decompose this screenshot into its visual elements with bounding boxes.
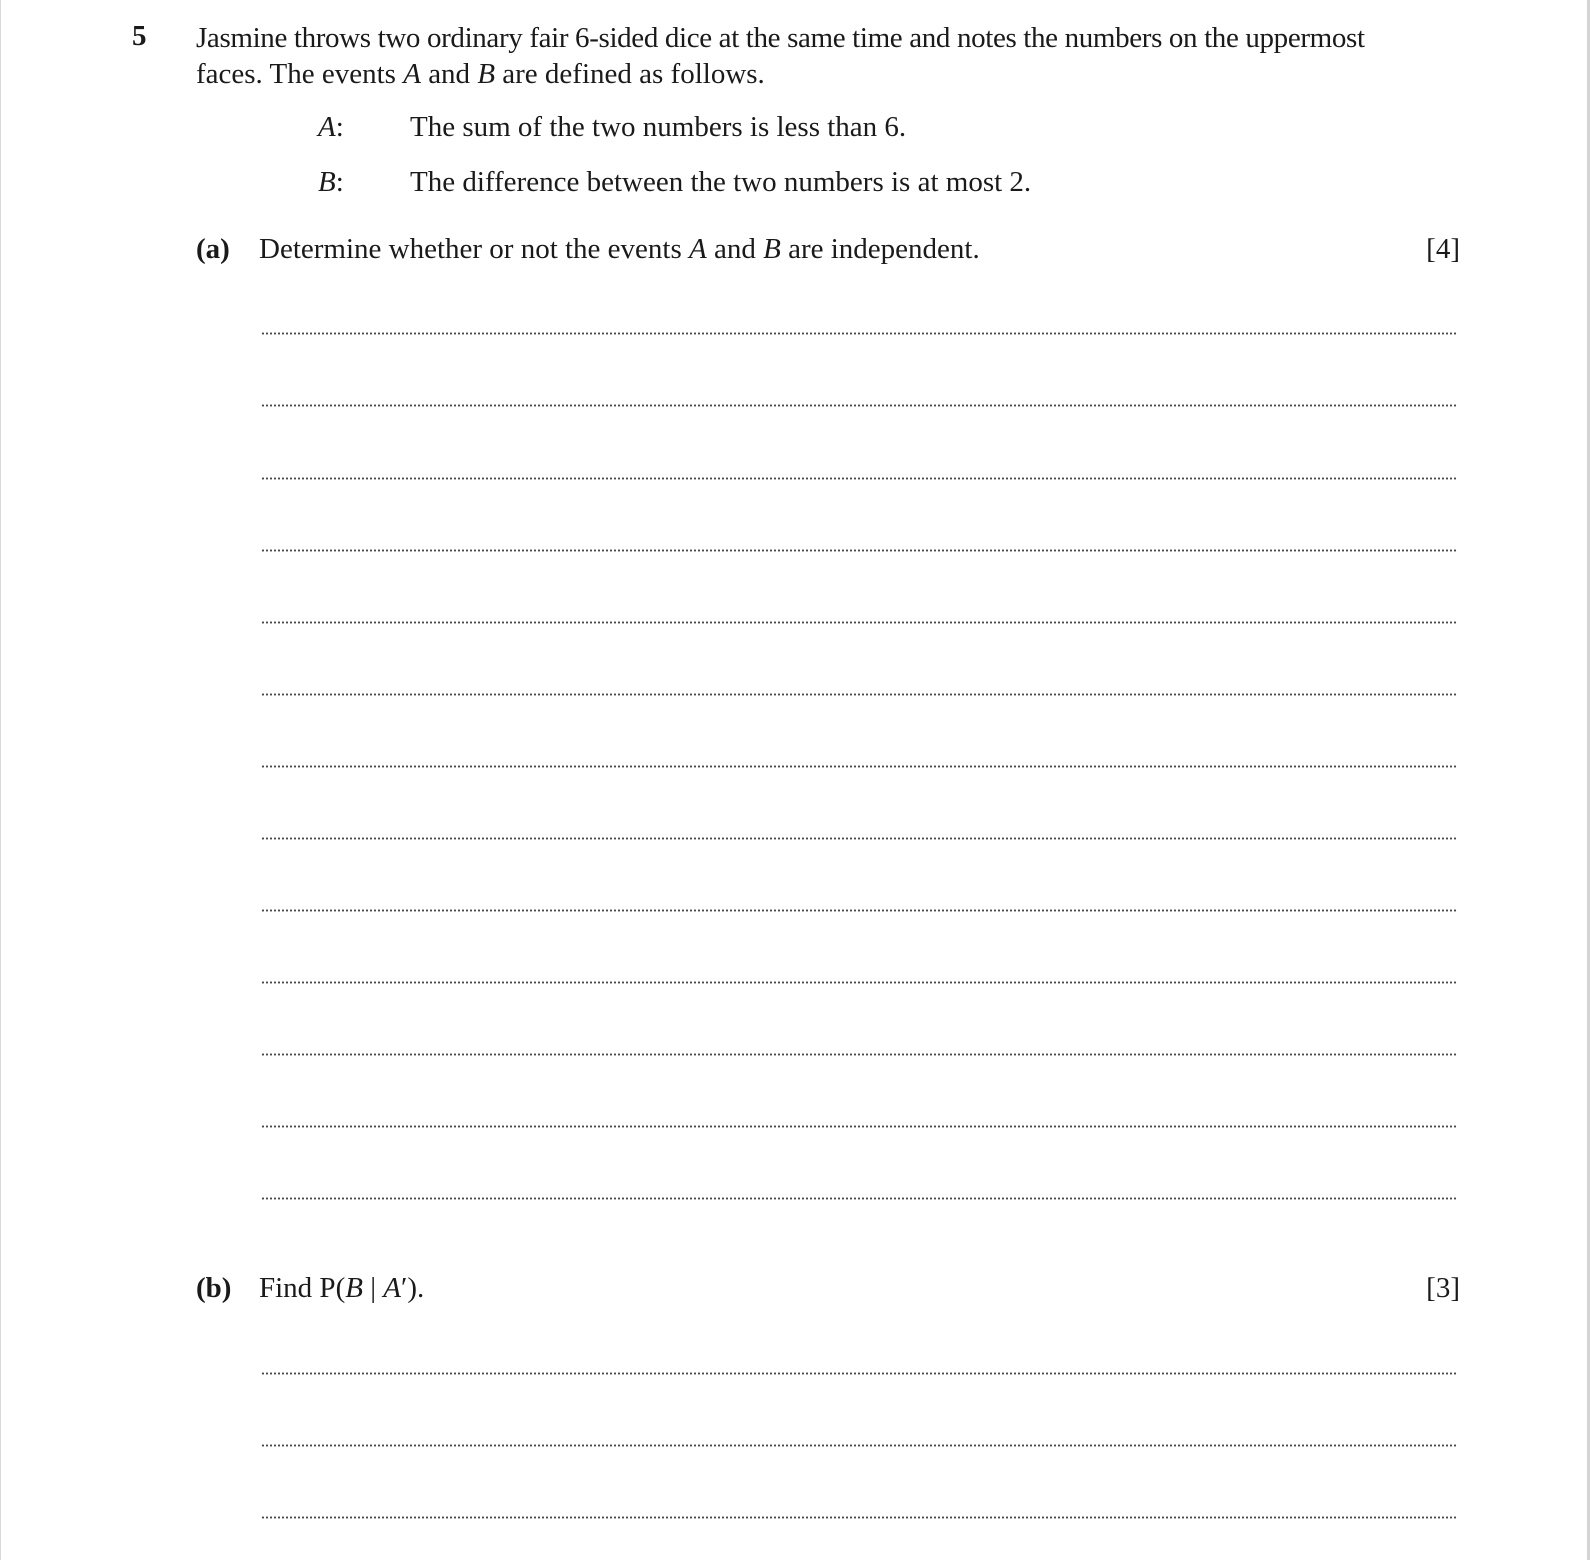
answer-line[interactable]: [261, 837, 1457, 840]
event-label: [318, 164, 344, 200]
stem-text: are defined as follows.: [495, 58, 765, 90]
part-b-label: (b): [196, 1272, 232, 1304]
answer-line[interactable]: [261, 332, 1457, 335]
stem-line-1: Jasmine throws two ordinary fair 6-sided dice at the same time and notes the numbers on the uppermost: [196, 22, 1365, 54]
answer-line[interactable]: [261, 909, 1457, 912]
prime-mark: ′: [400, 1272, 408, 1304]
prompt-text: |: [362, 1272, 384, 1304]
answer-line[interactable]: [261, 1125, 1457, 1128]
stem-line-2: [196, 56, 1461, 92]
answer-line[interactable]: [261, 1372, 1457, 1375]
event-var-a: A: [403, 58, 421, 90]
prompt-text: ).: [407, 1272, 425, 1304]
answer-line[interactable]: [261, 1053, 1457, 1056]
question-stem: [196, 20, 1461, 92]
answer-line[interactable]: [261, 693, 1457, 696]
part-b-text: [259, 1270, 424, 1306]
part-b-prompt: [196, 1270, 425, 1306]
answer-line[interactable]: [261, 477, 1457, 480]
answer-line[interactable]: [261, 981, 1457, 984]
stem-text: faces. The events: [196, 58, 404, 90]
prompt-text: Determine whether or not the events: [259, 233, 690, 265]
part-a-label: (a): [196, 233, 230, 265]
prompt-var: A: [689, 233, 707, 265]
answer-line[interactable]: [261, 765, 1457, 768]
part-b-marks: [3]: [1426, 1272, 1460, 1304]
event-label: [318, 109, 344, 145]
answer-line[interactable]: [261, 1516, 1457, 1519]
prompt-var: A: [383, 1272, 401, 1304]
part-a-marks: [4]: [1426, 233, 1460, 265]
event-label-var: B: [318, 166, 336, 198]
prompt-var: B: [763, 233, 781, 265]
answer-line[interactable]: [261, 1444, 1457, 1447]
event-var-b: B: [477, 58, 496, 90]
answer-line[interactable]: [261, 549, 1457, 552]
answer-line[interactable]: [261, 621, 1457, 624]
page-edge-left: [0, 0, 1, 1560]
event-label-var: A: [318, 111, 336, 143]
answer-line[interactable]: [261, 404, 1457, 407]
stem-text: and: [420, 58, 478, 90]
part-a-text: [259, 231, 980, 267]
prompt-text: are independent.: [780, 233, 980, 265]
answer-line[interactable]: [261, 1197, 1457, 1200]
prompt-text: and: [706, 233, 764, 265]
part-a-prompt: [196, 231, 980, 267]
prompt-text: Find P(: [259, 1272, 346, 1304]
event-label-colon: :: [335, 111, 344, 143]
event-description: The sum of the two numbers is less than 6.: [410, 111, 907, 143]
event-description: The difference between the two numbers is at most 2.: [410, 166, 1032, 198]
event-label-colon: :: [335, 166, 344, 198]
prompt-var: B: [345, 1272, 363, 1304]
question-number: 5: [132, 20, 147, 52]
